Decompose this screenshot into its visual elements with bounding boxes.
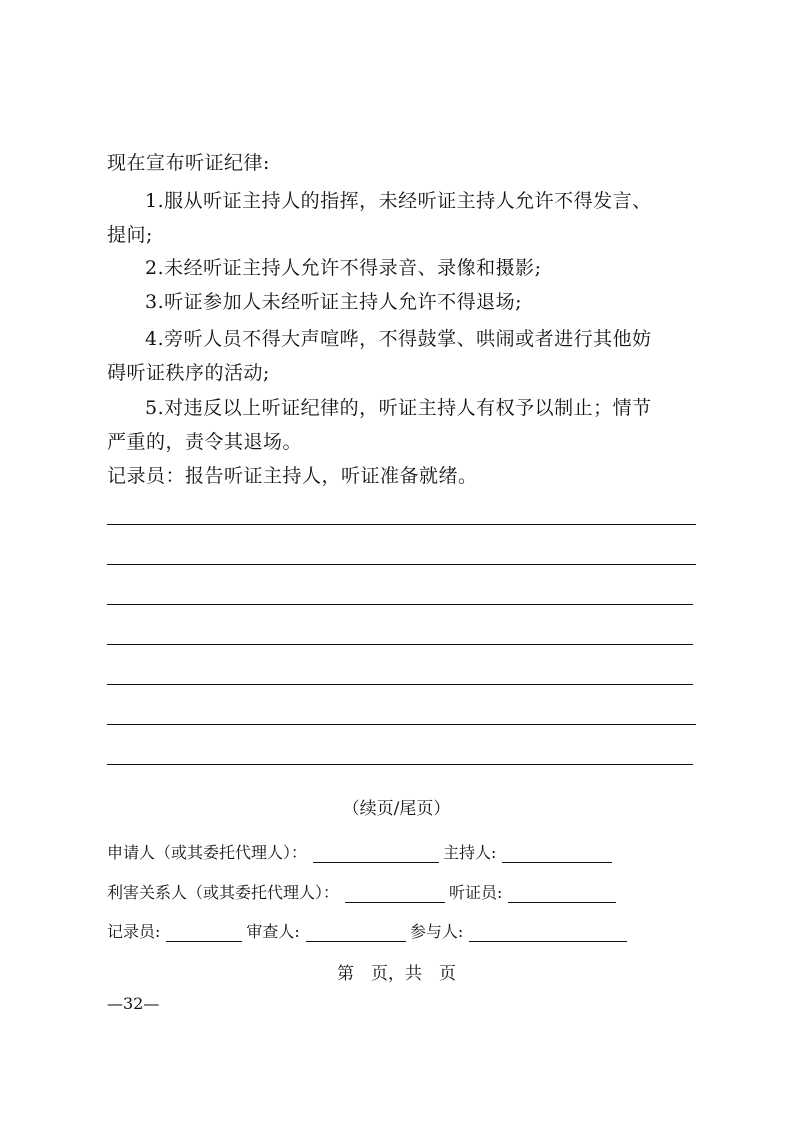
host-signature-blank[interactable] (502, 844, 612, 863)
rule-1-line-a: 1.服从听证主持人的指挥，未经听证主持人允许不得发言、 (145, 190, 652, 212)
writing-line[interactable] (107, 684, 693, 685)
hearing-officer-signature-blank[interactable] (508, 884, 616, 903)
reviewer-label: 审查人: (246, 922, 300, 941)
writing-line[interactable] (107, 604, 693, 605)
rule-1-line-b: 提问; (107, 224, 153, 246)
hearing-officer-label: 听证员: (449, 883, 503, 902)
interested-party-signature-blank[interactable] (345, 884, 445, 903)
rule-5-line-b: 严重的，责令其退场。 (107, 431, 303, 453)
applicant-signature-blank[interactable] (313, 844, 439, 863)
recorder-report-line: 记录员：报告听证主持人，听证准备就绪。 (107, 465, 478, 487)
page-number: —32— (107, 994, 160, 1013)
writing-line[interactable] (107, 524, 696, 525)
writing-line[interactable] (107, 644, 693, 645)
recorder-signature-blank[interactable] (166, 923, 242, 942)
signature-row-2 (107, 880, 620, 903)
rule-5-line-a: 5.对违反以上听证纪律的，听证主持人有权予以制止；情节 (145, 397, 652, 419)
signature-row-3 (107, 919, 631, 942)
writing-line[interactable] (107, 564, 696, 565)
writing-line[interactable] (107, 724, 696, 725)
signature-row-1 (107, 840, 616, 863)
intro-line: 现在宣布听证纪律: (107, 152, 270, 174)
rule-3-line: 3.听证参加人未经听证主持人允许不得退场; (145, 291, 523, 313)
interested-party-label: 利害关系人（或其委托代理人）： (107, 883, 340, 902)
rule-4-line-a: 4.旁听人员不得大声喧哗，不得鼓掌、哄闹或者进行其他妨 (145, 328, 652, 350)
applicant-label: 申请人（或其委托代理人）： (107, 843, 308, 862)
rule-4-line-b: 碍听证秩序的活动; (107, 362, 270, 384)
participant-signature-blank[interactable] (469, 923, 627, 942)
host-label: 主持人: (443, 843, 497, 862)
rule-2-line: 2.未经听证主持人允许不得录音、录像和摄影; (145, 257, 542, 279)
writing-line[interactable] (107, 764, 693, 765)
reviewer-signature-blank[interactable] (306, 923, 406, 942)
page-count: 第 页，共 页 (337, 964, 456, 984)
recorder-label: 记录员: (107, 922, 161, 941)
continuation-label: （续页/尾页） (342, 799, 451, 819)
participant-label: 参与人: (409, 922, 464, 941)
